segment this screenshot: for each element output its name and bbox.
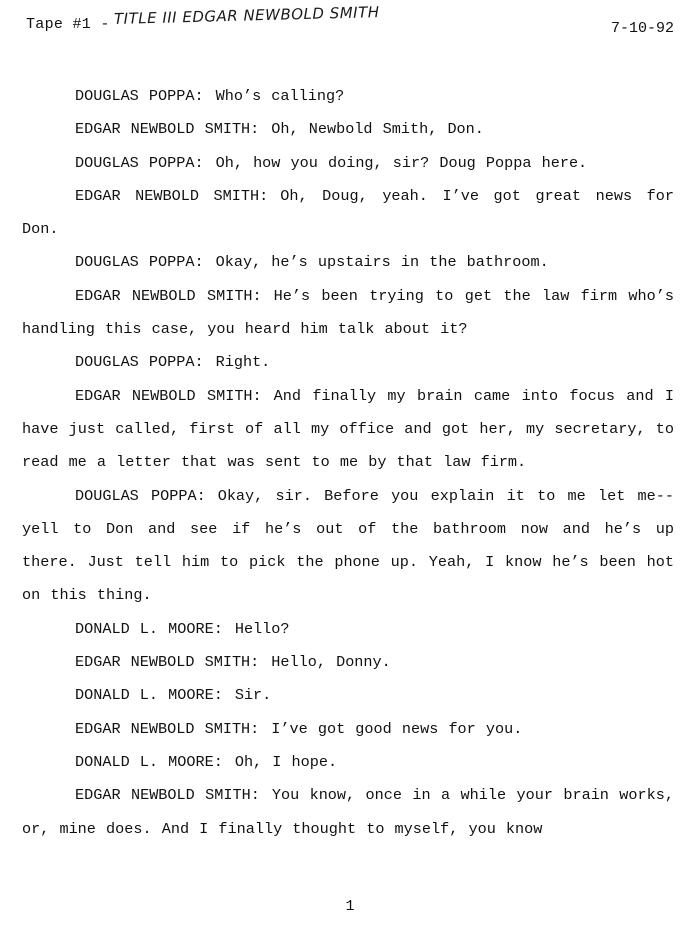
transcript-line	[22, 380, 674, 480]
speaker-name: DONALD L. MOORE:	[75, 752, 223, 771]
utterance-text: Oh, I hope.	[234, 752, 338, 771]
speaker-name: DONALD L. MOORE:	[75, 686, 223, 705]
utterance-text: Oh, Doug, yeah. I’ve got great news for Don.	[22, 186, 674, 239]
utterance-text: Okay, sir. Before you explain it to me let me--yell to Don and see if he’s out of the bathroom now and he’s up there. Just tell him to pick the phone up. Yeah, I know he’s been hot on this thing.	[22, 486, 674, 605]
transcript-line	[22, 779, 674, 846]
speaker-name: EDGAR NEWBOLD SMITH:	[75, 786, 260, 805]
speaker-name: DOUGLAS POPPA:	[75, 486, 206, 505]
speaker-name: DOUGLAS POPPA:	[75, 153, 204, 172]
speaker-name: EDGAR NEWBOLD SMITH:	[75, 286, 262, 305]
transcript-line	[22, 713, 674, 746]
transcript-line	[22, 646, 674, 679]
utterance-text: Right.	[215, 353, 271, 372]
transcript-line	[22, 180, 674, 247]
utterance-text: You know, once in a while your brain works, or, mine does. And I finally thought to myself, you know	[22, 786, 674, 838]
utterance-text: Hello?	[234, 619, 290, 638]
transcript-line	[22, 280, 674, 347]
page-number: 1	[345, 898, 355, 915]
transcript-line	[22, 346, 674, 379]
speaker-name: DONALD L. MOORE:	[75, 619, 223, 638]
transcript-line	[22, 246, 674, 279]
transcript-line	[22, 147, 674, 180]
speaker-name: EDGAR NEWBOLD SMITH:	[75, 653, 260, 672]
transcript-line	[22, 113, 674, 146]
transcript-date: 7-10-92	[610, 20, 674, 37]
transcript-line	[22, 746, 674, 779]
speaker-name: DOUGLAS POPPA:	[75, 253, 204, 272]
handwritten-annotation: TITLE III EDGAR NEWBOLD SMITH	[113, 3, 380, 28]
utterance-text: Oh, how you doing, sir? Doug Poppa here.	[215, 153, 588, 172]
speaker-name: EDGAR NEWBOLD SMITH:	[75, 186, 269, 205]
transcript-line	[22, 80, 674, 113]
speaker-name: DOUGLAS POPPA:	[75, 87, 204, 105]
transcript-line	[22, 613, 674, 646]
page-header	[26, 3, 674, 40]
speaker-name: EDGAR NEWBOLD SMITH:	[75, 719, 260, 738]
tape-label: Tape #1 -	[26, 16, 110, 33]
speaker-name: EDGAR NEWBOLD SMITH:	[75, 120, 260, 139]
utterance-text: I’ve got good news for you.	[271, 719, 523, 738]
utterance-text: Okay, he’s upstairs in the bathroom.	[215, 253, 549, 272]
transcript-line	[22, 480, 674, 613]
speaker-name: EDGAR NEWBOLD SMITH:	[75, 386, 262, 405]
utterance-text: Oh, Newbold Smith, Don.	[271, 120, 484, 139]
utterance-text: Who’s calling?	[215, 87, 345, 105]
utterance-text: He’s been trying to get the law firm who’s handling this case, you heard him talk about it?	[22, 286, 674, 339]
utterance-text: Hello, Donny.	[271, 653, 391, 672]
transcript-body	[22, 80, 674, 846]
utterance-text: And finally my brain came into focus and I have just called, first of all my office and got her, my secretary, to read me a letter that was sent to me by that law firm.	[22, 386, 674, 472]
speaker-name: DOUGLAS POPPA:	[75, 353, 204, 372]
utterance-text: Sir.	[234, 686, 272, 705]
transcript-line	[22, 679, 674, 712]
